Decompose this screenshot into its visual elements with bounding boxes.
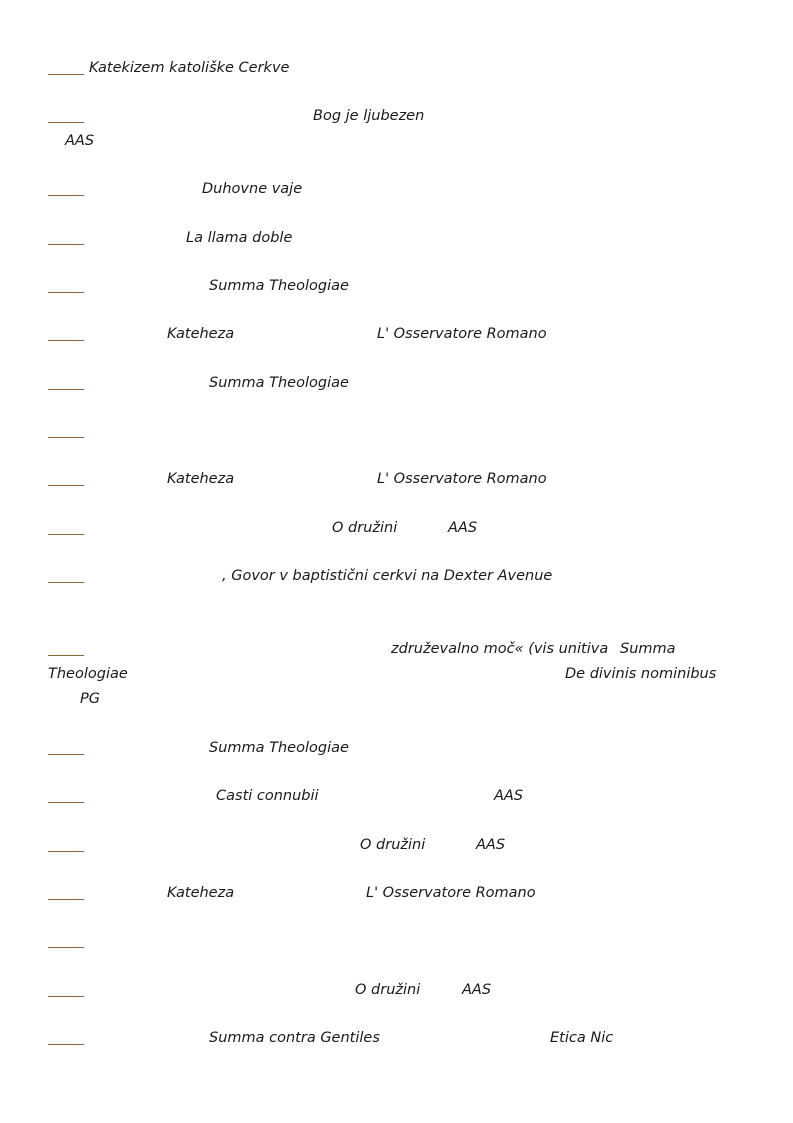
source-title: L' Osservatore Romano (366, 885, 536, 901)
source-title: L' Osservatore Romano (377, 326, 547, 342)
source-abbreviation: PG (80, 691, 100, 707)
source-title: L' Osservatore Romano (377, 471, 547, 487)
footnote-marker-line (48, 851, 84, 852)
source-abbreviation: AAS (65, 133, 95, 149)
footnote-marker-line (48, 899, 84, 900)
work-title: De divinis nominibus (565, 666, 717, 682)
work-title: Summa (620, 641, 676, 657)
footnote-marker-line (48, 996, 84, 997)
work-title: Kateheza (167, 885, 235, 901)
source-abbreviation: AAS (448, 520, 478, 536)
footnote-marker-line (48, 947, 84, 948)
work-title: Bog je ljubezen (313, 108, 425, 124)
work-title: Summa Theologiae (209, 278, 349, 294)
work-title: Kateheza (167, 471, 235, 487)
footnote-marker-line (48, 74, 84, 75)
footnote-marker-line (48, 754, 84, 755)
work-title: Etica Nic (550, 1030, 614, 1046)
work-title: Casti connubii (216, 788, 319, 804)
quoted-phrase: združevalno moč« (vis unitiva (391, 641, 609, 657)
footnote-marker-line (48, 655, 84, 656)
work-title: Duhovne vaje (202, 181, 303, 197)
footnote-marker-line (48, 1044, 84, 1045)
footnote-marker-line (48, 485, 84, 486)
footnote-marker-line (48, 122, 84, 123)
source-abbreviation: AAS (476, 837, 506, 853)
footnote-marker-line (48, 582, 84, 583)
work-title: Kateheza (167, 326, 235, 342)
work-title: Summa contra Gentiles (209, 1030, 380, 1046)
footnote-marker-line (48, 802, 84, 803)
work-title: O družini (332, 520, 398, 536)
work-title: Summa Theologiae (209, 740, 349, 756)
footnote-marker-line (48, 340, 84, 341)
work-title: Summa Theologiae (209, 375, 349, 391)
work-title: , Govor v baptistični cerkvi na Dexter Avenue (222, 568, 553, 584)
footnote-marker-line (48, 534, 84, 535)
footnote-marker-line (48, 292, 84, 293)
work-title: O družini (355, 982, 421, 998)
work-title: Katekizem katoliške Cerkve (89, 60, 290, 76)
work-title: O družini (360, 837, 426, 853)
work-title: Theologiae (48, 666, 128, 682)
footnote-marker-line (48, 244, 84, 245)
footnote-marker-line (48, 437, 84, 438)
source-abbreviation: AAS (494, 788, 524, 804)
work-title: La llama doble (186, 230, 293, 246)
source-abbreviation: AAS (462, 982, 492, 998)
footnote-marker-line (48, 389, 84, 390)
footnote-marker-line (48, 195, 84, 196)
